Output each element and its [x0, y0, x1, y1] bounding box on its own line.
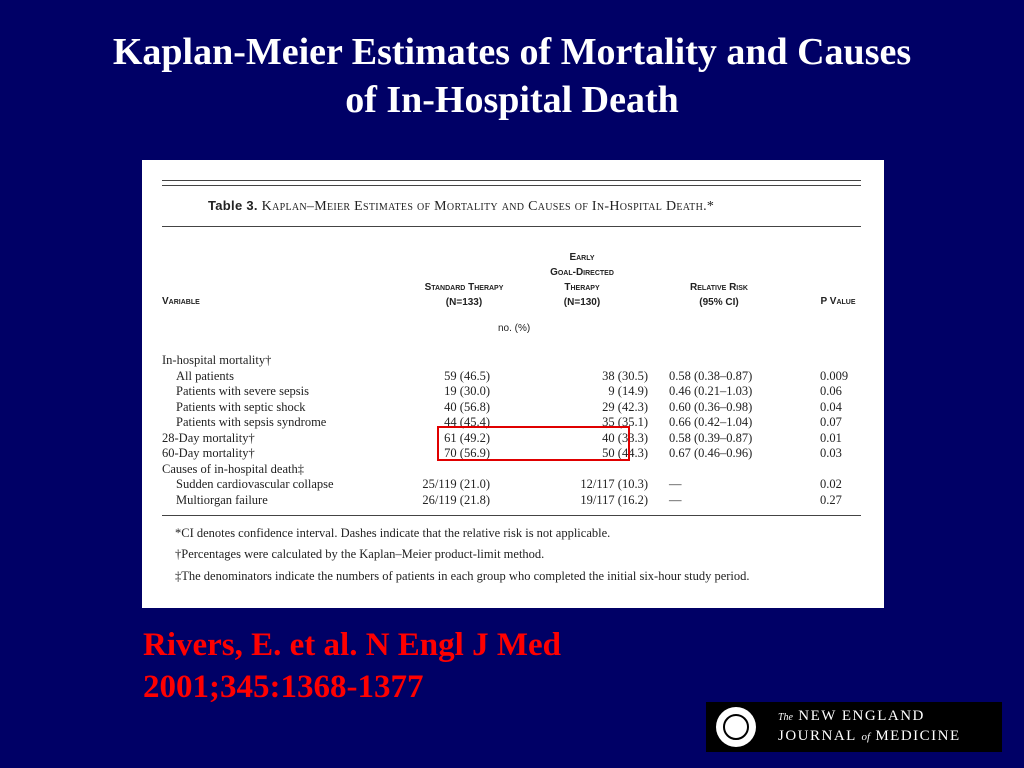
row-egdt: 40 (33.3): [602, 430, 648, 445]
highlight-box: [437, 426, 630, 461]
unit-label: no. (%): [498, 323, 531, 334]
footnote-1: *CI denotes confidence interval. Dashes indicate that the relative risk is not applicable.: [175, 526, 611, 540]
table-row: [162, 369, 862, 384]
row-variable: All patients: [176, 368, 234, 383]
title-line-1: Kaplan-Meier Estimates of Mortality and Causes: [112, 31, 912, 73]
header-egdt-line2: Goal-Directed: [550, 267, 614, 278]
header-standard-n: (N=133): [445, 297, 483, 308]
row-variable: 60-Day mortality†: [162, 446, 255, 460]
row-standard: 44 (45.4): [444, 415, 490, 429]
slide-title: [0, 28, 1024, 124]
header-egdt-line1: Early: [569, 252, 595, 263]
row-p-value: 0.06: [820, 384, 842, 398]
row-relative-risk: 0.58 (0.38–0.87): [669, 368, 753, 383]
footnote-3: ‡The denominators indicate the numbers of patients in each group who completed the initial six-hour study period.: [175, 569, 750, 583]
header-standard: [404, 280, 524, 310]
header-egdt-n: (N=130): [563, 297, 601, 308]
header-rr-name: Relative Risk: [690, 282, 748, 293]
logo-line-1: [778, 708, 925, 725]
row-p-value: 0.07: [820, 415, 842, 429]
footnote-2: †Percentages were calculated by the Kaplan–Meier product-limit method.: [175, 547, 545, 561]
row-variable: Sudden cardiovascular collapse: [176, 477, 334, 491]
header-variable: Variable: [162, 296, 200, 307]
row-p-value: 0.02: [820, 477, 842, 491]
row-relative-risk: 0.66 (0.42–1.04): [669, 415, 753, 429]
row-standard: 25/119 (21.0): [422, 477, 490, 491]
row-egdt: 38 (30.5): [602, 368, 648, 383]
table-label: Table 3.: [208, 198, 258, 213]
header-rr-ci: (95% CI): [699, 297, 739, 308]
row-standard: 26/119 (21.8): [422, 492, 490, 507]
row-standard: 61 (49.2): [444, 430, 490, 445]
row-variable: Causes of in-hospital death‡: [162, 461, 304, 476]
citation: [143, 624, 561, 708]
header-egdt-line3: Therapy: [564, 282, 600, 293]
table-row: [162, 477, 862, 492]
row-p-value: 0.27: [820, 492, 842, 507]
top-rule-2: [162, 185, 861, 186]
header-p-value: P Value: [820, 296, 856, 307]
citation-line-2: 2001;345:1368-1377: [143, 669, 424, 705]
caption-rule: [162, 226, 861, 227]
row-relative-risk: 0.46 (0.21–1.03): [669, 384, 753, 398]
row-egdt: 12/117 (10.3): [580, 477, 648, 491]
citation-line-1: Rivers, E. et al. N Engl J Med: [143, 627, 561, 663]
header-egdt: [527, 250, 637, 310]
table-row: [162, 353, 862, 368]
title-line-2: of In-Hospital Death: [345, 79, 679, 121]
nejm-logo: [706, 702, 1002, 752]
table-caption: [208, 198, 714, 215]
row-p-value: 0.04: [820, 399, 842, 414]
row-p-value: 0.01: [820, 430, 842, 445]
row-relative-risk: 0.58 (0.39–0.87): [669, 430, 753, 445]
row-variable: Patients with septic shock: [176, 399, 306, 414]
bottom-rule: [162, 515, 861, 516]
row-egdt: 29 (42.3): [602, 399, 648, 414]
table-row: [162, 462, 862, 477]
row-standard: 59 (46.5): [444, 368, 490, 383]
row-p-value: 0.009: [820, 368, 849, 383]
header-relative-risk: [664, 280, 774, 310]
logo-prefix: The: [778, 712, 793, 723]
table-row: [162, 493, 862, 508]
logo-of: of: [861, 731, 871, 743]
row-p-value: 0.03: [820, 446, 842, 460]
top-rule: [162, 180, 861, 181]
header-standard-name: Standard Therapy: [424, 282, 504, 293]
row-relative-risk: —: [669, 492, 682, 507]
row-variable: Patients with sepsis syndrome: [176, 415, 327, 429]
row-variable: Multiorgan failure: [176, 492, 268, 507]
logo-medicine: MEDICINE: [875, 728, 961, 744]
table-row: [162, 384, 862, 399]
row-relative-risk: 0.67 (0.46–0.96): [669, 446, 753, 460]
table-caption-text: Kaplan–Meier Estimates of Mortality and Causes of In-Hospital Death.*: [261, 199, 715, 214]
row-egdt: 9 (14.9): [608, 384, 648, 398]
logo-new-england: NEW ENGLAND: [798, 708, 925, 724]
row-relative-risk: 0.60 (0.36–0.98): [669, 399, 753, 414]
row-variable: 28-Day mortality†: [162, 430, 255, 445]
row-standard: 70 (56.9): [444, 446, 490, 460]
row-relative-risk: —: [669, 477, 682, 491]
logo-journal: JOURNAL: [778, 728, 857, 744]
table-panel: [142, 160, 884, 608]
seal-icon: [716, 707, 756, 747]
row-egdt: 19/117 (16.2): [580, 492, 648, 507]
row-standard: 19 (30.0): [444, 384, 490, 398]
row-variable: In-hospital mortality†: [162, 353, 272, 367]
logo-line-2: [778, 728, 961, 745]
row-variable: Patients with severe sepsis: [176, 384, 309, 398]
table-row: [162, 400, 862, 415]
row-egdt: 35 (35.1): [602, 415, 648, 429]
row-egdt: 50 (44.3): [602, 446, 648, 460]
row-standard: 40 (56.8): [444, 399, 490, 414]
